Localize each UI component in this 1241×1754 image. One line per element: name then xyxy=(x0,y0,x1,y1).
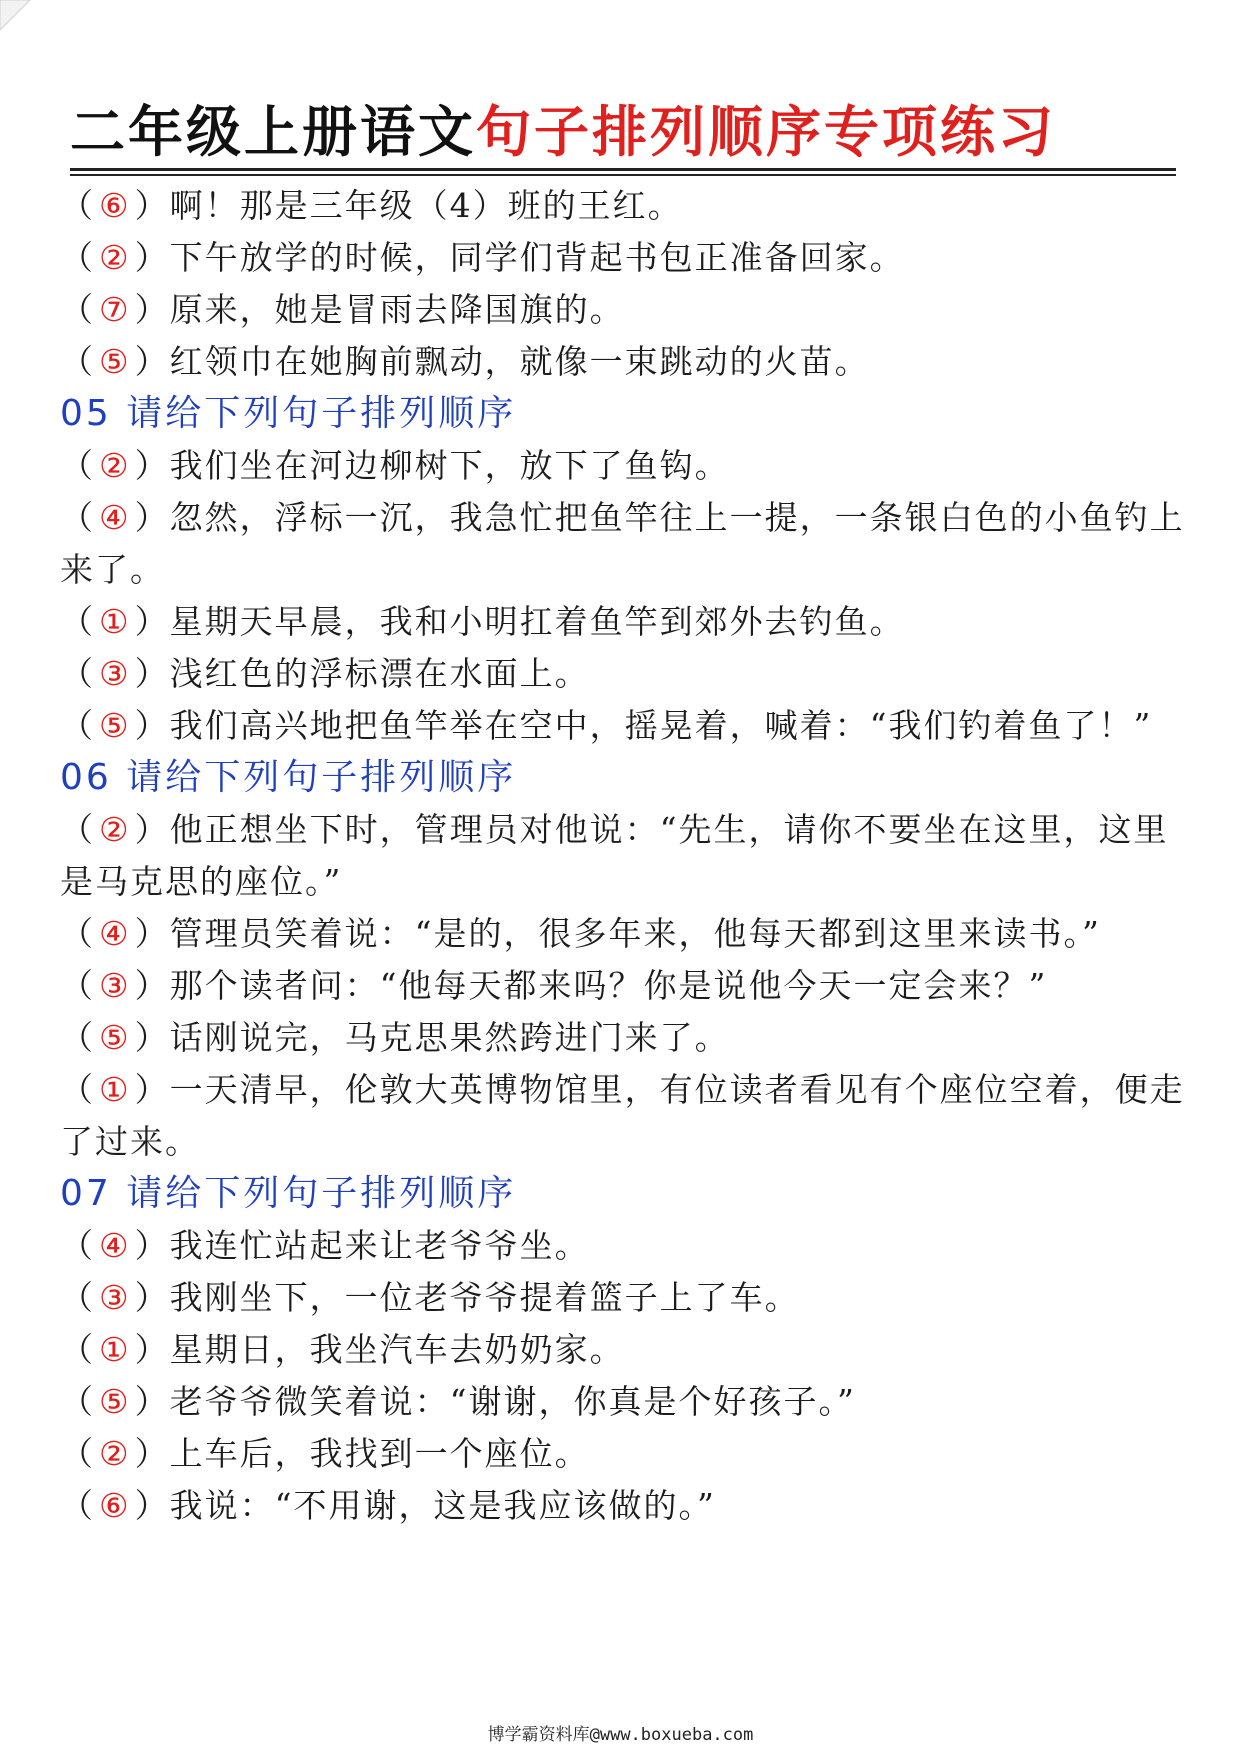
answer-paren-close: ） xyxy=(134,966,170,1005)
sentence-text: 我们坐在河边柳树下，放下了鱼钩。 xyxy=(169,446,730,485)
answer-paren-close: ） xyxy=(134,1382,170,1421)
order-answer-number: ④ xyxy=(99,914,131,953)
sentence-item xyxy=(60,1272,1190,1324)
answer-paren-close: ） xyxy=(134,290,170,329)
order-answer-number: ⑤ xyxy=(99,1018,131,1057)
sentence-item xyxy=(60,1428,1190,1480)
answer-paren-close: ） xyxy=(134,446,170,485)
answer-paren-open: （ xyxy=(60,498,95,537)
page-title xyxy=(70,92,1180,172)
sentence-item xyxy=(60,284,1190,336)
answer-paren-close: ） xyxy=(134,238,170,277)
sentence-item xyxy=(60,1064,1190,1168)
sentence-text: 他正想坐下时，管理员对他说：“先生，请你不要坐在这里，这里是马克思的座位。” xyxy=(60,810,1169,901)
sentence-item xyxy=(60,336,1190,388)
page-title-grade: 二年级上册语文 xyxy=(70,100,477,164)
section-heading: 06 请给下列句子排列顺序 xyxy=(60,757,517,798)
answer-paren-close: ） xyxy=(134,602,170,641)
order-answer-number: ② xyxy=(99,238,131,277)
answer-paren-open: （ xyxy=(60,238,95,277)
answer-paren-open: （ xyxy=(60,1070,95,1109)
answer-paren-open: （ xyxy=(60,706,95,745)
answer-paren-open: （ xyxy=(60,186,95,225)
sentence-item xyxy=(60,908,1190,960)
answer-paren-close: ） xyxy=(134,1070,170,1109)
answer-paren-open: （ xyxy=(60,446,95,485)
sentence-text: 星期天早晨，我和小明扛着鱼竿到郊外去钓鱼。 xyxy=(169,602,905,641)
order-answer-number: ④ xyxy=(99,1226,131,1265)
sentence-item xyxy=(60,804,1190,908)
sentence-item xyxy=(60,440,1190,492)
answer-paren-open: （ xyxy=(60,1486,95,1525)
page-footer: 博学霸资料库@www.boxueba.com xyxy=(487,1725,754,1745)
sentence-text: 我刚坐下，一位老爷爷提着篮子上了车。 xyxy=(169,1278,800,1317)
answer-paren-open: （ xyxy=(60,914,95,953)
order-answer-number: ⑦ xyxy=(99,290,131,329)
answer-paren-open: （ xyxy=(60,290,95,329)
order-answer-number: ④ xyxy=(99,498,131,537)
title-underline-thick xyxy=(70,168,1176,171)
answer-paren-close: ） xyxy=(134,498,170,537)
sentence-text: 下午放学的时候，同学们背起书包正准备回家。 xyxy=(169,238,905,277)
exercise-content xyxy=(60,180,1190,1532)
answer-paren-close: ） xyxy=(134,706,170,745)
order-answer-number: ⑤ xyxy=(99,706,131,745)
order-answer-number: ③ xyxy=(99,1278,131,1317)
sentence-text: 啊！那是三年级（4）班的王红。 xyxy=(169,186,683,225)
sentence-text: 一天清早，伦敦大英博物馆里，有位读者看见有个座位空着，便走了过来。 xyxy=(60,1070,1185,1161)
sentence-text: 上车后，我找到一个座位。 xyxy=(169,1434,590,1473)
sentence-text: 话刚说完，马克思果然跨进门来了。 xyxy=(169,1018,730,1057)
answer-paren-open: （ xyxy=(60,602,95,641)
sentence-text: 我连忙站起来让老爷爷坐。 xyxy=(169,1226,590,1265)
answer-paren-open: （ xyxy=(60,810,95,849)
sentence-item xyxy=(60,1376,1190,1428)
sentence-item xyxy=(60,960,1190,1012)
answer-paren-close: ） xyxy=(134,654,170,693)
answer-paren-close: ） xyxy=(134,1226,170,1265)
order-answer-number: ② xyxy=(99,446,131,485)
order-answer-number: ① xyxy=(99,602,131,641)
answer-paren-close: ） xyxy=(134,914,170,953)
sentence-item xyxy=(60,1012,1190,1064)
sentence-text: 那个读者问：“他每天都来吗？你是说他今天一定会来？” xyxy=(169,966,1048,1005)
answer-paren-close: ） xyxy=(134,1486,170,1525)
sentence-item xyxy=(60,1220,1190,1272)
order-answer-number: ① xyxy=(99,1330,131,1369)
answer-paren-open: （ xyxy=(60,1382,95,1421)
answer-paren-close: ） xyxy=(134,1330,170,1369)
section-heading: 05 请给下列句子排列顺序 xyxy=(60,393,517,434)
order-answer-number: ② xyxy=(99,810,131,849)
sentence-text: 星期日，我坐汽车去奶奶家。 xyxy=(169,1330,625,1369)
sentence-item xyxy=(60,1480,1190,1532)
answer-paren-open: （ xyxy=(60,1434,95,1473)
order-answer-number: ⑥ xyxy=(99,186,131,225)
sentence-text: 我说：“不用谢，这是我应该做的。” xyxy=(169,1486,716,1525)
section-heading: 07 请给下列句子排列顺序 xyxy=(60,1173,517,1214)
sentence-text: 浅红色的浮标漂在水面上。 xyxy=(169,654,590,693)
answer-paren-open: （ xyxy=(60,1018,95,1057)
page-corner-fold-icon xyxy=(0,0,40,40)
order-answer-number: ⑥ xyxy=(99,1486,131,1525)
order-answer-number: ② xyxy=(99,1434,131,1473)
sentence-item xyxy=(60,596,1190,648)
sentence-text: 老爷爷微笑着说：“谢谢，你真是个好孩子。” xyxy=(169,1382,856,1421)
answer-paren-close: ） xyxy=(134,186,170,225)
answer-paren-close: ） xyxy=(134,342,170,381)
order-answer-number: ⑤ xyxy=(99,1382,131,1421)
sentence-item xyxy=(60,492,1190,596)
sentence-item xyxy=(60,700,1190,752)
answer-paren-open: （ xyxy=(60,654,95,693)
sentence-text: 忽然，浮标一沉，我急忙把鱼竿往上一提，一条银白色的小鱼钓上来了。 xyxy=(60,498,1185,589)
order-answer-number: ③ xyxy=(99,966,131,1005)
sentence-text: 管理员笑着说：“是的，很多年来，他每天都到这里来读书。” xyxy=(169,914,1101,953)
answer-paren-close: ） xyxy=(134,1434,170,1473)
answer-paren-open: （ xyxy=(60,1330,95,1369)
sentence-text: 原来，她是冒雨去降国旗的。 xyxy=(169,290,625,329)
answer-paren-close: ） xyxy=(134,810,170,849)
sentence-item xyxy=(60,1324,1190,1376)
sentence-text: 我们高兴地把鱼竿举在空中，摇晃着，喊着：“我们钓着鱼了！” xyxy=(169,706,1153,745)
answer-paren-open: （ xyxy=(60,966,95,1005)
sentence-item xyxy=(60,648,1190,700)
order-answer-number: ③ xyxy=(99,654,131,693)
order-answer-number: ① xyxy=(99,1070,131,1109)
title-underline-thin xyxy=(70,174,1176,176)
answer-paren-open: （ xyxy=(60,342,95,381)
page-title-topic: 句子排列顺序专项练习 xyxy=(476,100,1057,164)
answer-paren-close: ） xyxy=(134,1018,170,1057)
sentence-item xyxy=(60,180,1190,232)
sentence-item xyxy=(60,232,1190,284)
answer-paren-close: ） xyxy=(134,1278,170,1317)
answer-paren-open: （ xyxy=(60,1278,95,1317)
answer-paren-open: （ xyxy=(60,1226,95,1265)
sentence-text: 红领巾在她胸前飘动，就像一束跳动的火苗。 xyxy=(169,342,870,381)
order-answer-number: ⑤ xyxy=(99,342,131,381)
